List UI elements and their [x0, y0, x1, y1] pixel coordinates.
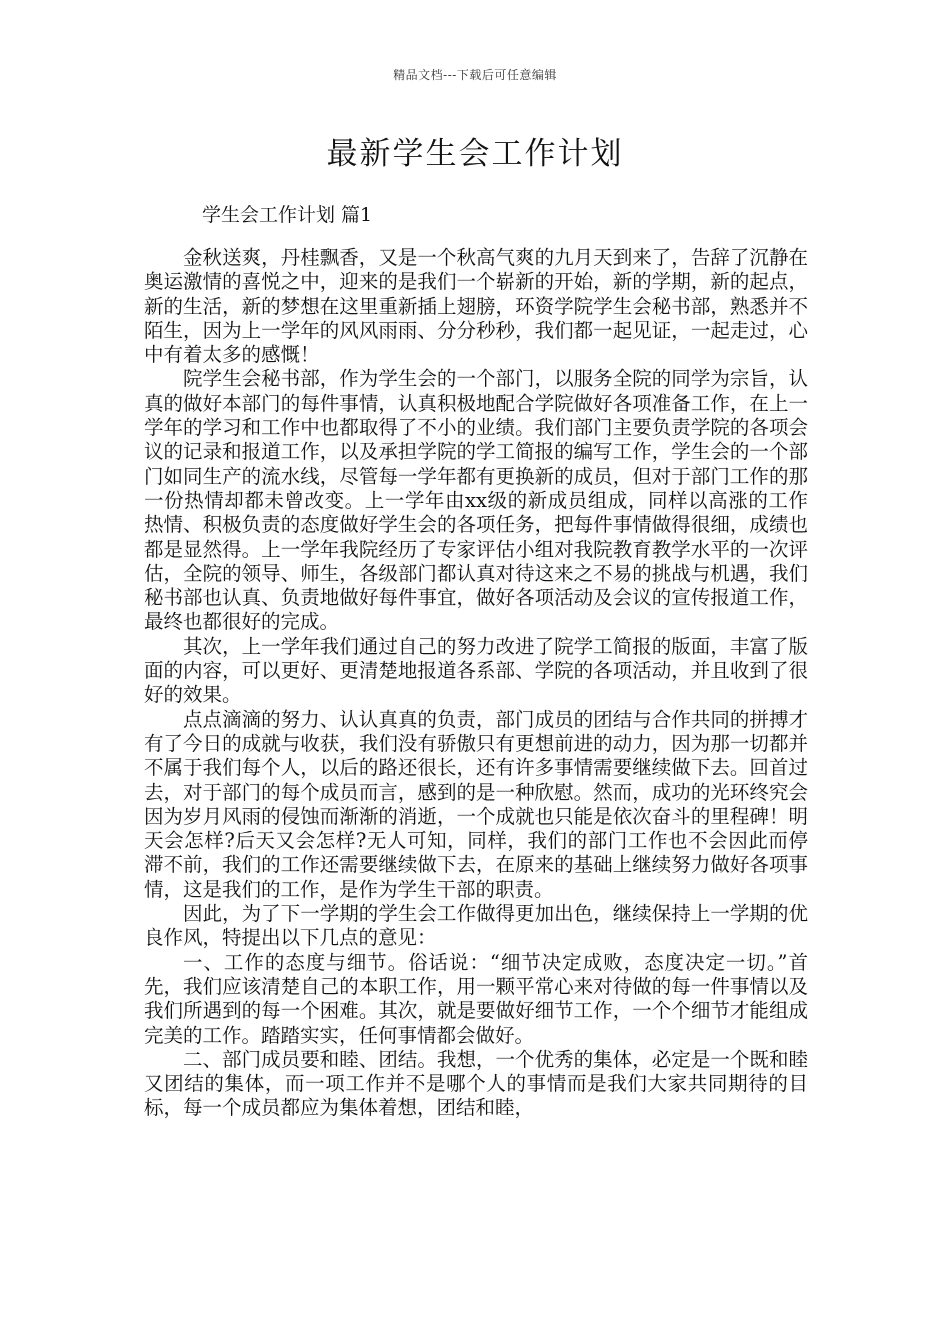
- page-header-note: 精品文档---下载后可任意编辑: [393, 68, 557, 82]
- section-heading: 学生会工作计划 篇1: [202, 204, 373, 226]
- paragraph-4: 点点滴滴的努力、认认真真的负责，部门成员的团结与合作共同的拼搏才有了今日的成就与收获，我们没有骄傲只有更想前进的动力，因为那一切都并不属于我们每个人，以后的路还很长，还有许多事情需要继续做下去。回首过去，对于部门的每个成员而言，感到的是一种欣慰。然而，成功的光环终究会因为岁月风雨的侵蚀而渐渐的消逝，一个成就也只能是依次奋斗的里程碑！明天会怎样?后天又会怎样?无人可知，同样，我们的部门工作也不会因此而停滞不前，我们的工作还需要继续做下去，在原来的基础上继续努力做好各项事情，这是我们的工作，是作为学生干部的职责。: [144, 707, 808, 901]
- paragraph-3: 其次，上一学年我们通过自己的努力改进了院学工简报的版面，丰富了版面的内容，可以更好、更清楚地报道各系部、学院的各项活动，并且收到了很好的效果。: [144, 634, 808, 707]
- paragraph-6: 一、工作的态度与细节。俗话说：“细节决定成败，态度决定一切。”首先，我们应该清楚自己的本职工作，用一颗平常心来对待做的每一件事情以及我们所遇到的每一个困难。其次，就是要做好细节工作，一个个细节才能组成完美的工作。踏踏实实，任何事情都会做好。: [144, 950, 808, 1047]
- document-body: [144, 246, 808, 1121]
- paragraph-7: 二、部门成员要和睦、团结。我想，一个优秀的集体，必定是一个既和睦又团结的集体，而一项工作并不是哪个人的事情而是我们大家共同期待的目标，每一个成员都应为集体着想，团结和睦，: [144, 1047, 808, 1120]
- document-title: 最新学生会工作计划: [326, 136, 624, 172]
- paragraph-2: 院学生会秘书部，作为学生会的一个部门，以服务全院的同学为宗旨，认真的做好本部门的每件事情，认真积极地配合学院做好各项准备工作，在上一学年的学习和工作中也都取得了不小的业绩。我们部门主要负责学院的各项会议的记录和报道工作，以及承担学院的学工简报的编写工作，学生会的一个部门如同生产的流水线，尽管每一学年都有更换新的成员，但对于部门工作的那一份热情却都未曾改变。上一学年由xx级的新成员组成，同样以高涨的工作热情、积极负责的态度做好学生会的各项任务，把每件事情做得很细，成绩也都是显然得。上一学年我院经历了专家评估小组对我院教育教学水平的一次评估，全院的领导、师生，各级部门都认真对待这来之不易的挑战与机遇，我们秘书部也认真、负责地做好每件事宜，做好各项活动及会议的宣传报道工作，最终也都很好的完成。: [144, 367, 808, 634]
- paragraph-1: 金秋送爽，丹桂飘香，又是一个秋高气爽的九月天到来了，告辞了沉静在奥运激情的喜悦之中，迎来的是我们一个崭新的开始，新的学期，新的起点，新的生活，新的梦想在这里重新插上翅膀，环资学院学生会秘书部，熟悉并不陌生，因为上一学年的风风雨雨、分分秒秒，我们都一起见证，一起走过，心中有着太多的感慨！: [144, 246, 808, 367]
- paragraph-5: 因此，为了下一学期的学生会工作做得更加出色，继续保持上一学期的优良作风，特提出以下几点的意见：: [144, 902, 808, 950]
